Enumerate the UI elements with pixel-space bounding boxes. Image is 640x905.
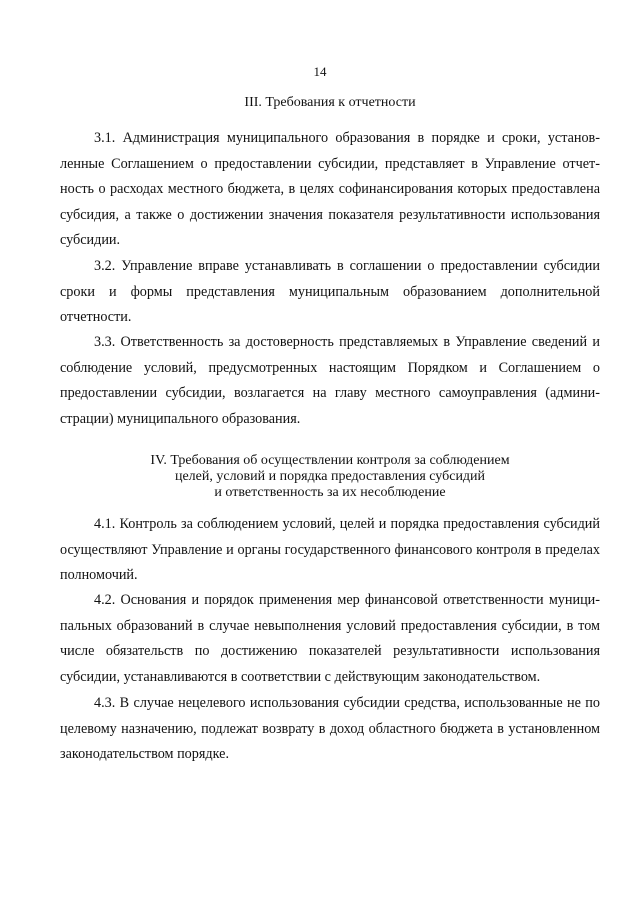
paragraph-4-2: 4.2. Основания и порядок применения мер финансовой ответственности муниципальных образований в случае невыполнения условий предоставления субсидии, в том числе обязательств по достижению показателей результативности использования субсидии, устанавливаются в соответствии с действующим законодательством. (60, 592, 600, 685)
paragraph-3-3: 3.3. Ответственность за достоверность представляемых в Управление сведений и соблюдение условий, предусмотренных настоящим Порядком и Соглашением о предоставлении субсидии, возлагается на главу местного самоуправления (администрации) муниципального образования. (60, 334, 600, 427)
paragraph-4-3: 4.3. В случае нецелевого использования субсидии средства, использованные не по целевому назначению, подлежат возврату в доход областного бюджета в установленном законодательством порядке. (60, 695, 600, 763)
section-3-title (60, 95, 600, 111)
page-number: 14 (313, 64, 327, 79)
section-4-title-line-2: целей, условий и порядка предоставления субсидий (174, 469, 486, 484)
paragraph-4-1: 4.1. Контроль за соблюдением условий, целей и порядка предоставления субсидий осуществляют Управление и органы государственного финансового контроля в пределах полномочий. (60, 516, 600, 584)
section-4-title (60, 453, 600, 501)
section-4-title-line-3: и ответственность за их несоблюдение (214, 485, 446, 500)
section-3-title-text: III. Требования к отчетности (244, 95, 416, 110)
paragraph-3-2: 3.2. Управление вправе устанавливать в соглашении о предоставлении субсидии сроки и формы представления муниципальным образованием дополнительной отчетности. (60, 258, 600, 326)
paragraph-3-1: 3.1. Администрация муниципального образования в порядке и сроки, установленные Соглашением о предоставлении субсидии, представляет в Управление отчетность о расходах местного бюджета, в целях софинансирования которых предоставлена субсидия, а также о достижении значения показателя результативности использования субсидии. (60, 130, 600, 249)
section-4-title-line-1: IV. Требования об осуществлении контроля за соблюдением (150, 453, 510, 468)
